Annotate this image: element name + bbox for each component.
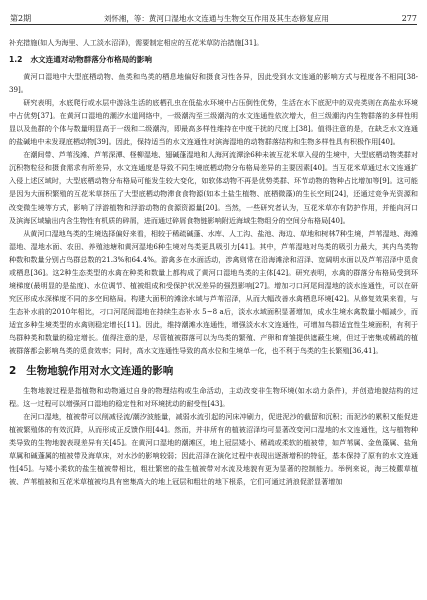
section-heading-1-2 [9, 54, 418, 66]
paragraph: 在河口湿地，植被带可以削减径流/潮汐波能量，减弱水流引起的河床冲刷力，促进泥沙的截留和沉积；而泥沙的累积又能促进植被繁殖体的有效沉降，从而形成正反馈作用[44]。然而，并非所有的植被沼泽均可显著改变河口湿地的水文连通性，这与植物种类导致的生物地貌表现差异有关[45]。在黄河口湿地的潮滩区，地上冠层矮小、稀疏或柔软的植被带，如芦苇属、金鱼藻属、盐角草属和碱蓬属的植被带及海草床，对水沙的影响较弱；因此沼泽在演化过程中表现出逐渐增积的特征，基本保持了原有的水文连通性[45]。与矮小柔软的盐生植被带相比，粗壮繁密的盐生植被带对水流及地貌有更为显著的控制能力。举例来说，海三棱藨草植被、芦苇植被和互花米草植被均具有密集高大的地上冠层和粗壮的地下根系，它们可通过消浪促淤显著增加 [9, 412, 418, 487]
section-title: 水文连通对动物群落分布格局的影响 [30, 55, 152, 65]
paragraph: 从黄河口湿地鸟类的生境选择偏好来看，相较于稀疏碱蓬、水库、人工沟、盐池、海边、草地和树林7种生境，芦苇湿地、海滩湿地、湿地水面、农田、养殖池塘和黄河湿地6种生境对鸟类更具吸引力[41]。其中，芦苇湿地对鸟类的吸引力最大，其内鸟类物种数和数量分别占鸟群总数的21.3%和64.4%。游禽多在水面活动，涉禽则常在沿海滩涂和沼泽、宽阔明水面以及芦苇沼泽中觅食或栖息[36]。这2种生态类型的水禽在种类和数量上都构成了黄河口湿地鸟类的主体[42]。研究表明，水禽的群落分布格局受到环境梯度(最明显的是盐度)、水位调节、植被组成和受保护状况差异的强烈影响[27]。增加刁口河尾间湿地的淡水连通性，可以在研究区形成水深梯度不同的多空间格局。构建大面积的滩涂水域与芦苇沼泽，从而大幅改善水禽栖息环境[42]。从修复效果来看，与生态补水前的2010年相比，刁口河尾间湿地在持续生态补水 5~8 a后，淡水水域面积显著增加，成水生境水禽数量小幅减少，而适宜多种生境类型的水禽则稳定增长[11]。因此，维持潮滩水连通性，增强淡水水文连通性，可增加鸟群适宜性生境面积，有利于鸟群种类和数量的稳定增长。值得注意的是，尽管植被群落可以为鸟类的繁殖、产卵和育雏提供遮蔽生境，但过于密集或稀疏的植被群落都会影响鸟类的觅食效率；同时，高水文连通性导致的高水位和生境单一化，也不利于鸟类的生长繁殖[36,41]。 [9, 228, 418, 356]
paragraph: 生物地貌过程是指植物和动物通过自身的物理结构或生命活动，主动改变非生物环境(如水动力条件)，并创造地貌结构的过程。这一过程可以增强河口湿地的稳定性和对环境扰动的耐受性[43]。 [9, 386, 418, 409]
paragraph: 研究表明，水底爬行或水层中游泳生活的底栖孔虫在低盐水环境中占压倒性优势，生活在水下底泥中的双壳类则在高盐水环境中占优势[37]。在黄河口湿地的潮汐水道网络中，一级潮沟至三级潮沟的水文连通性依次增大，但三级潮沟内生物群落的多样性明显以及鱼群的个体与数量明显高于一级和二级潮沟，即最高多样性维持在中度干扰的尺度上[38]。值得注意的是，在缺乏水文连通的盐碱地中未发现底栖动物[39]。因此，保持适当的水文连通性对滨海湿地的动物群落结构和生物多样性具有积极作用[40]。 [9, 98, 418, 147]
paragraph: 黄河口湿地中大型底栖动物、鱼类和鸟类的栖息地偏好和摄食习性各异，因此受到水文连通的影响方式与程度各不相同[38-39]。 [9, 72, 418, 95]
section-number: 2 [9, 365, 17, 378]
body-text [9, 36, 418, 594]
section-heading-2 [9, 364, 418, 379]
section-title: 生物地貌作用对水文连通的影响 [26, 365, 174, 378]
running-header [10, 8, 417, 25]
section-number: 1.2 [9, 55, 23, 65]
page-number: 277 [401, 14, 417, 23]
running-title: 刘怀湘，等：黄河口湿地水文连通与生物交互作用及其生态修复应用 [103, 14, 329, 23]
issue-number: 第2期 [10, 14, 32, 23]
paragraph: 补充措施(如人为海里、人工淡水沼泽)，需要制定相应的互花米草防治措施[31]。 [9, 38, 264, 47]
paragraph: 在潮间带、芦苇浅滩、芦苇深潭、柽柳湿地、翅碱蓬湿地和人海河流潭涂6种未被互花米草入侵的生境中，大型底栖动物类群对沉积物粒径和摄食需求有所差异，水文连通度是导致不同生境底栖动物分布格局差异的主要因素[40]。当互花米草通过水文连通扩入侵上述区域时，大型底栖动物分布格局可能发生较大变化，如软体动物不再是优势类群、环节动物的物种占比增加等[9]。这可能是因为大面积繁殖的互花米草挤压了大型底栖动物滞食食物源(如本土盐生植物、底栖微藻)的生长空间[24]，还通过竞争光资源和改变微生境等方式，影响了浮游植物和浮游动物的食源资源量[20]。当然，一些研究者认为，互花米草亦有防护作用，并能向河口及滨海区域输出内含生物性有机质的碎屑，进而通过碎屑食物链影响附近海域生物组分的空间分布格局[40]。 [9, 150, 418, 225]
